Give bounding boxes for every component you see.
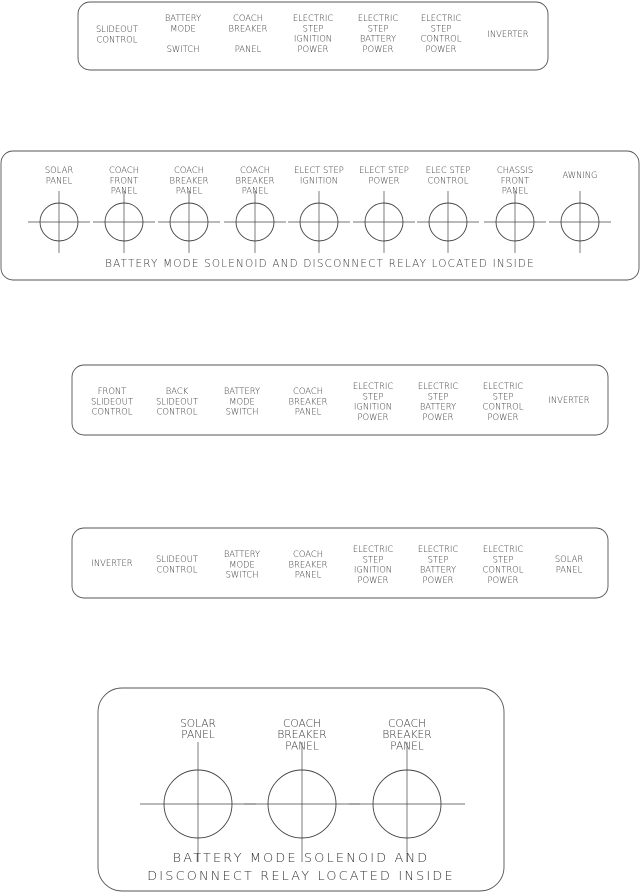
mounting-hole <box>158 191 220 253</box>
breaker-label: COACH BREAKER PANEL <box>169 165 209 196</box>
breaker-label: ELECT STEP IGNITION <box>294 165 344 186</box>
mounting-hole <box>140 742 256 862</box>
footer-note-line: BATTERY MODE SOLENOID AND <box>172 851 430 866</box>
breaker-label: BATTERY MODE SWITCH <box>223 549 261 580</box>
breaker-label: BACK SLIDEOUT CONTROL <box>155 386 199 417</box>
label-panel-2 <box>1 151 639 280</box>
mounting-hole <box>353 191 415 253</box>
breaker-label: FRONT SLIDEOUT CONTROL <box>90 386 134 417</box>
breaker-label: INVERTER <box>487 29 529 39</box>
footer-note-line: DISCONNECT RELAY LOCATED INSIDE <box>147 869 455 884</box>
breaker-label: ELECTRIC STEP BATTERY POWER <box>357 13 399 54</box>
breaker-label: ELECTRIC STEP IGNITION POWER <box>352 381 394 422</box>
breaker-label: ELECTRIC STEP BATTERY POWER <box>417 544 459 585</box>
mounting-hole <box>93 191 155 253</box>
breaker-label: COACH BREAKER PANEL <box>288 386 328 417</box>
breaker-label: COACH BREAKER PANEL <box>235 165 275 196</box>
breaker-label: COACH BREAKER PANEL <box>228 13 268 54</box>
breaker-label: CHASSIS FRONT PANEL <box>496 165 534 196</box>
mounting-hole <box>244 742 360 862</box>
breaker-label: INVERTER <box>548 395 590 405</box>
mounting-hole <box>549 191 611 253</box>
breaker-label: ELECTRIC STEP CONTROL POWER <box>482 544 524 585</box>
breaker-label: SOLAR PANEL <box>180 718 216 742</box>
breaker-label: ELECT STEP POWER <box>359 165 409 186</box>
breaker-label: BATTERY MODE SWITCH <box>223 386 261 417</box>
breaker-label: ELEC STEP CONTROL <box>425 165 471 186</box>
breaker-label: AWNING <box>562 170 598 180</box>
label-panel-3 <box>72 365 608 435</box>
breaker-label: ELECTRIC STEP CONTROL POWER <box>482 381 524 422</box>
breaker-label: ELECTRIC STEP IGNITION POWER <box>352 544 394 585</box>
mounting-hole <box>224 191 286 253</box>
mounting-hole <box>484 191 546 253</box>
label-panel-4 <box>72 528 608 598</box>
mounting-hole <box>349 742 465 862</box>
mounting-hole <box>28 191 90 253</box>
breaker-label: COACH BREAKER PANEL <box>288 549 328 580</box>
breaker-label: SLIDEOUT CONTROL <box>155 554 199 575</box>
mounting-hole <box>288 191 350 253</box>
label-panel-5 <box>98 688 504 891</box>
breaker-label: COACH BREAKER PANEL <box>382 718 432 753</box>
footer-note: BATTERY MODE SOLENOID AND DISCONNECT RELAY LOCATED INSIDE <box>105 258 535 270</box>
breaker-label: BATTERY MODE SWITCH <box>164 13 202 54</box>
breaker-label: COACH BREAKER PANEL <box>277 718 327 753</box>
mounting-hole <box>417 191 479 253</box>
label-panel-1 <box>78 2 548 70</box>
breaker-label: INVERTER <box>91 558 133 568</box>
breaker-label: SOLAR PANEL <box>554 554 584 575</box>
breaker-label: ELECTRIC STEP BATTERY POWER <box>417 381 459 422</box>
breaker-label: ELECTRIC STEP IGNITION POWER <box>292 13 334 54</box>
breaker-label: SOLAR PANEL <box>44 165 74 186</box>
panel-outline <box>72 365 608 435</box>
panel-outline <box>72 528 608 598</box>
breaker-label: SLIDEOUT CONTROL <box>95 24 139 45</box>
breaker-label: ELECTRIC STEP CONTROL POWER <box>420 13 462 54</box>
breaker-label: COACH FRONT PANEL <box>108 165 140 196</box>
